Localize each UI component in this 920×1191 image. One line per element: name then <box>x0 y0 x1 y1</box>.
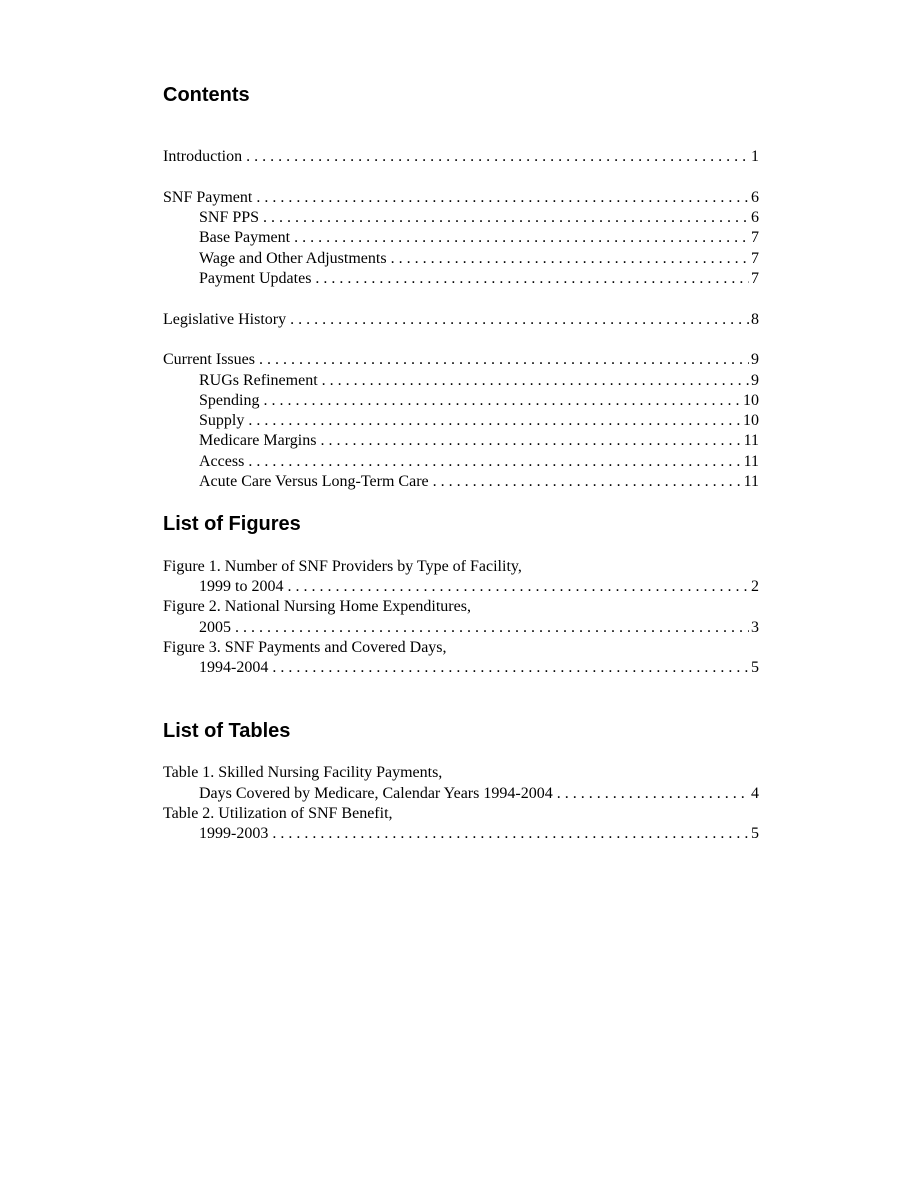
toc-entry-page: 11 <box>743 432 759 449</box>
figure-entry <box>199 658 759 678</box>
toc-entry-label: Access <box>199 452 248 472</box>
figure-entry-label: 1999 to 2004 <box>199 577 287 597</box>
toc-subentry <box>199 228 759 248</box>
toc-entry-label: Wage and Other Adjustments <box>199 249 391 269</box>
table-entry <box>199 824 759 844</box>
toc-entry-label: Current Issues <box>163 350 259 370</box>
dot-leader <box>263 208 749 228</box>
toc-entry-page: 6 <box>751 209 759 226</box>
toc-entry-label: Payment Updates <box>199 269 315 289</box>
dot-leader <box>248 452 741 472</box>
dot-leader <box>433 472 742 492</box>
dot-leader <box>235 618 749 638</box>
toc-subentry <box>199 452 759 472</box>
dot-leader <box>287 577 749 597</box>
dot-leader <box>557 784 749 804</box>
toc-entry-page: 8 <box>751 311 759 328</box>
toc-entry-label: Introduction <box>163 147 246 167</box>
toc-subentry <box>199 269 759 289</box>
toc-entry-page: 9 <box>751 351 759 368</box>
dot-leader <box>259 350 749 370</box>
contents-heading: Contents <box>163 84 250 106</box>
figure-entry-page: 2 <box>751 578 759 595</box>
table-entry-page: 5 <box>751 825 759 842</box>
toc-entry <box>163 350 759 370</box>
figure-entry-title: Figure 1. Number of SNF Providers by Type of Facility, <box>163 558 522 575</box>
toc-subentry <box>199 249 759 269</box>
table-entry-label: 1999-2003 <box>199 824 272 844</box>
figure-entry-title: Figure 2. National Nursing Home Expenditures, <box>163 598 471 615</box>
toc-entry-label: Spending <box>199 391 263 411</box>
toc-entry-label: Supply <box>199 411 248 431</box>
figure-entry-page: 3 <box>751 619 759 636</box>
toc-entry-page: 10 <box>743 392 759 409</box>
toc-subentry <box>199 411 759 431</box>
table-entry <box>199 784 759 804</box>
dot-leader <box>320 431 741 451</box>
table-entry-page: 4 <box>751 785 759 802</box>
toc-subentry <box>199 472 759 492</box>
toc-entry-label: SNF Payment <box>163 188 256 208</box>
dot-leader <box>256 188 749 208</box>
dot-leader <box>246 147 749 167</box>
toc-entry-label: Legislative History <box>163 310 290 330</box>
figure-entry-label: 2005 <box>199 618 235 638</box>
figure-entry <box>199 618 759 638</box>
dot-leader <box>272 658 749 678</box>
toc-entry-label: Acute Care Versus Long-Term Care <box>199 472 433 492</box>
toc-entry-label: RUGs Refinement <box>199 371 322 391</box>
dot-leader <box>391 249 749 269</box>
toc-entry <box>163 147 759 167</box>
toc-entry-page: 10 <box>743 412 759 429</box>
toc-subentry <box>199 371 759 391</box>
dot-leader <box>315 269 749 289</box>
dot-leader <box>290 310 749 330</box>
toc-entry-label: SNF PPS <box>199 208 263 228</box>
table-entry-title: Table 1. Skilled Nursing Facility Payments, <box>163 764 443 781</box>
toc-entry-page: 9 <box>751 372 759 389</box>
figure-entry-label: 1994-2004 <box>199 658 272 678</box>
toc-entry-page: 7 <box>751 229 759 246</box>
figure-entry-page: 5 <box>751 659 759 676</box>
toc-entry-page: 7 <box>751 270 759 287</box>
toc-entry <box>163 188 759 208</box>
tables-heading: List of Tables <box>163 720 291 742</box>
figures-heading: List of Figures <box>163 513 301 535</box>
figure-entry <box>199 577 759 597</box>
toc-subentry <box>199 208 759 228</box>
toc-subentry <box>199 431 759 451</box>
toc-entry-page: 6 <box>751 189 759 206</box>
table-entry-title: Table 2. Utilization of SNF Benefit, <box>163 805 393 822</box>
dot-leader <box>294 228 749 248</box>
toc-entry-label: Medicare Margins <box>199 431 320 451</box>
toc-entry-label: Base Payment <box>199 228 294 248</box>
toc-entry-page: 11 <box>743 453 759 470</box>
toc-subentry <box>199 391 759 411</box>
dot-leader <box>248 411 741 431</box>
dot-leader <box>322 371 749 391</box>
figure-entry-title: Figure 3. SNF Payments and Covered Days, <box>163 639 447 656</box>
toc-entry <box>163 310 759 330</box>
toc-entry-page: 11 <box>743 473 759 490</box>
toc-entry-page: 1 <box>751 148 759 165</box>
dot-leader <box>263 391 741 411</box>
toc-entry-page: 7 <box>751 250 759 267</box>
dot-leader <box>272 824 749 844</box>
table-entry-label: Days Covered by Medicare, Calendar Years 1994-2004 <box>199 784 557 804</box>
